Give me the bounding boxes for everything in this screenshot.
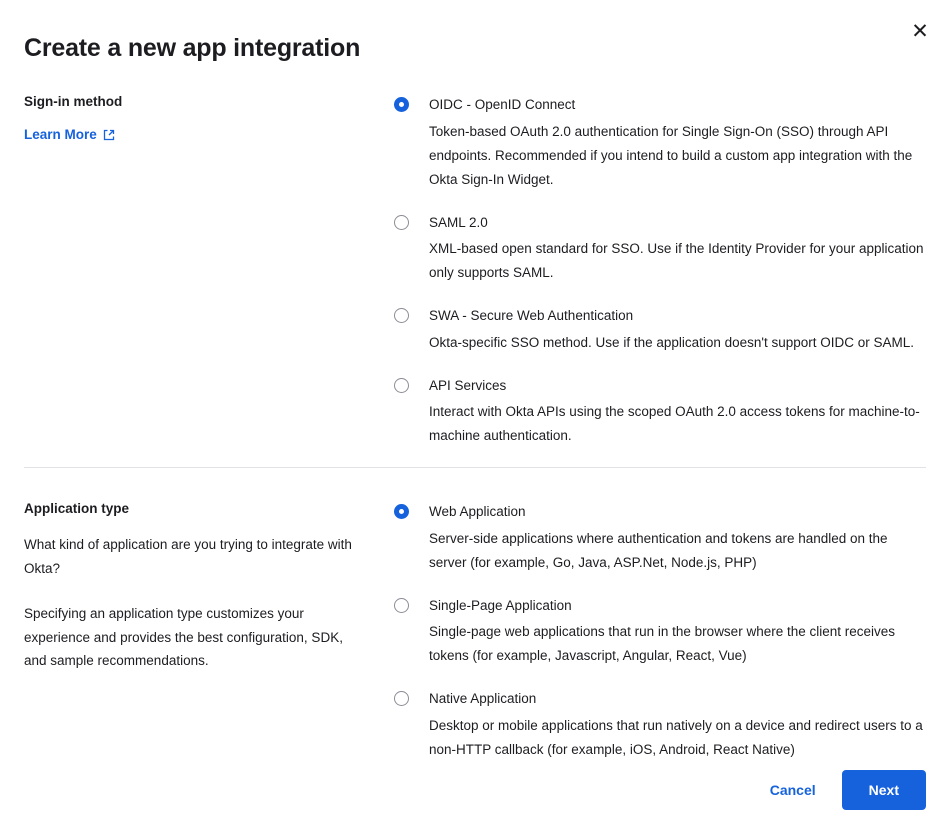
page-title: Create a new app integration (24, 34, 361, 62)
apptype-option-web-title: Web Application (429, 504, 526, 519)
radio-single-page-application[interactable] (394, 598, 409, 613)
signin-method-options (394, 93, 926, 448)
signin-option-saml-title: SAML 2.0 (429, 214, 488, 230)
external-link-icon (103, 129, 115, 141)
signin-method-left (24, 93, 394, 448)
signin-method-label: Sign-in method (24, 94, 123, 109)
learn-more-link[interactable] (24, 127, 115, 142)
cancel-button[interactable]: Cancel (756, 772, 830, 808)
next-button[interactable]: Next (842, 770, 926, 810)
signin-option-saml-desc: XML-based open standard for SSO. Use if the Identity Provider for your application only supports SAML. (429, 241, 924, 281)
application-type-section (24, 500, 926, 762)
signin-option-swa-desc: Okta-specific SSO method. Use if the application doesn't support OIDC or SAML. (429, 334, 915, 350)
modal-footer (24, 770, 926, 810)
radio-web-application[interactable] (394, 504, 409, 519)
signin-option-saml[interactable] (394, 213, 926, 286)
section-divider (24, 467, 926, 468)
apptype-option-native-title: Native Application (429, 691, 537, 707)
radio-oidc[interactable] (394, 97, 409, 112)
application-type-helper-2: Specifying an application type customizes your experience and provides the best configuration, SDK, and sample recommendations. (24, 606, 343, 669)
apptype-option-spa-desc: Single-page web applications that run in the browser where the client receives tokens (for example, Javascript, Angular, React, Vue) (429, 624, 896, 664)
apptype-option-spa[interactable] (394, 596, 926, 669)
signin-option-swa[interactable] (394, 306, 926, 355)
application-type-left (24, 500, 394, 762)
radio-native-application[interactable] (394, 691, 409, 706)
signin-method-section (24, 93, 926, 448)
apptype-option-spa-title: Single-Page Application (429, 597, 572, 613)
radio-swa[interactable] (394, 308, 409, 323)
close-icon[interactable]: ✕ (906, 18, 934, 46)
apptype-option-native[interactable] (394, 689, 926, 762)
learn-more-label: Learn More (24, 126, 97, 142)
signin-option-oidc-title: OIDC - OpenID Connect (429, 97, 576, 112)
application-type-label: Application type (24, 501, 130, 516)
signin-option-api-services-desc: Interact with Okta APIs using the scoped OAuth 2.0 access tokens for machine-to-machine authentication. (429, 404, 920, 444)
signin-option-api-services-title: API Services (429, 377, 507, 393)
application-type-options (394, 500, 926, 762)
signin-option-swa-title: SWA - Secure Web Authentication (429, 308, 634, 324)
signin-option-oidc[interactable] (394, 95, 926, 192)
radio-api-services[interactable] (394, 378, 409, 393)
application-type-helper-1: What kind of application are you trying to integrate with Okta? (24, 536, 352, 576)
radio-saml[interactable] (394, 215, 409, 230)
apptype-option-web-desc: Server-side applications where authentication and tokens are handled on the server (for example, Go, Java, ASP.Net, Node.js, PHP) (429, 530, 888, 570)
signin-option-api-services[interactable] (394, 376, 926, 449)
apptype-option-native-desc: Desktop or mobile applications that run natively on a device and redirect users to a non-HTTP callback (for example, iOS, Android, React Native) (429, 717, 923, 757)
apptype-option-web[interactable] (394, 502, 926, 575)
signin-option-oidc-desc: Token-based OAuth 2.0 authentication for Single Sign-On (SSO) through API endpoints. Recommended if you intend to build a custom app integration with the Okta Sign-In Widget. (429, 123, 913, 187)
